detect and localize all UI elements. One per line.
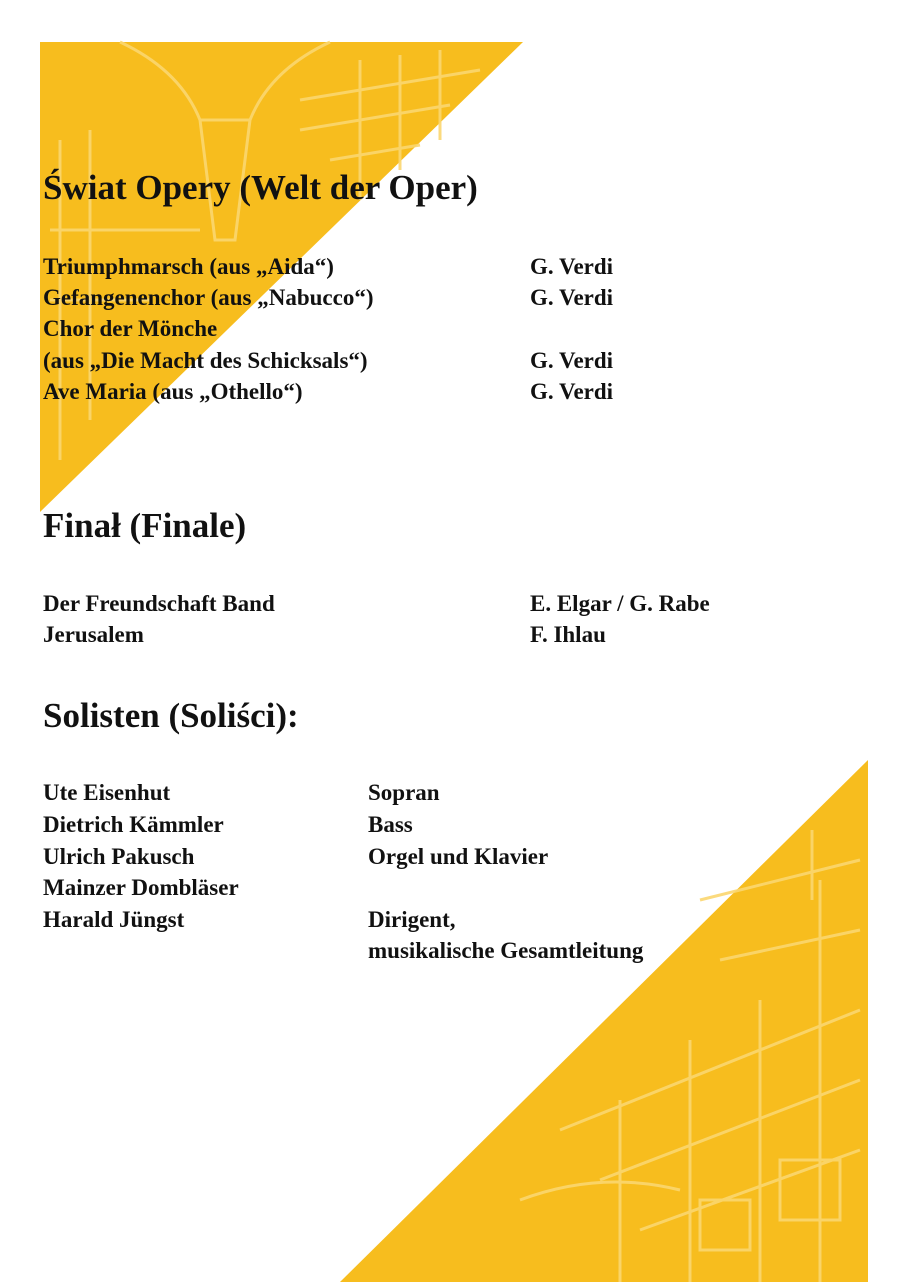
soloists-section-title: Solisten (Soliści): xyxy=(43,696,299,735)
soloist-name: Mainzer Dombläser xyxy=(43,875,239,900)
soloist-name: Ulrich Pakusch xyxy=(43,844,195,869)
soloist-role: Orgel und Klavier xyxy=(368,844,549,869)
program-item-piece: Jerusalem xyxy=(43,622,144,647)
soloist-name: Dietrich Kämmler xyxy=(43,812,224,837)
finale-section-title: Finał (Finale) xyxy=(43,506,247,545)
program-item-composer: G. Verdi xyxy=(530,348,614,373)
program-item-piece: Ave Maria (aus „Othello“) xyxy=(43,379,303,404)
program-item-piece: (aus „Die Macht des Schicksals“) xyxy=(43,348,368,373)
program-item-composer: G. Verdi xyxy=(530,254,614,279)
program-item-piece: Der Freundschaft Band xyxy=(43,591,275,616)
program-item-piece: Gefangenenchor (aus „Nabucco“) xyxy=(43,285,374,310)
program-item-piece: Triumphmarsch (aus „Aida“) xyxy=(43,254,334,279)
soloist-role: musikalische Gesamtleitung xyxy=(368,938,644,963)
soloist-role: Bass xyxy=(368,812,413,837)
soloist-role: Sopran xyxy=(368,780,440,805)
soloist-role: Dirigent, xyxy=(368,907,456,932)
program-item-composer: F. Ihlau xyxy=(530,622,606,647)
program-item-piece: Chor der Mönche xyxy=(43,316,218,341)
program-item-composer: E. Elgar / G. Rabe xyxy=(530,591,710,616)
soloist-name: Harald Jüngst xyxy=(43,907,185,932)
soloist-name: Ute Eisenhut xyxy=(43,780,171,805)
program-item-composer: G. Verdi xyxy=(530,379,614,404)
program-item-composer: G. Verdi xyxy=(530,285,614,310)
bottom-right-triangle-graphic xyxy=(340,760,868,1282)
opera-section-title: Świat Opery (Welt der Oper) xyxy=(43,168,478,207)
